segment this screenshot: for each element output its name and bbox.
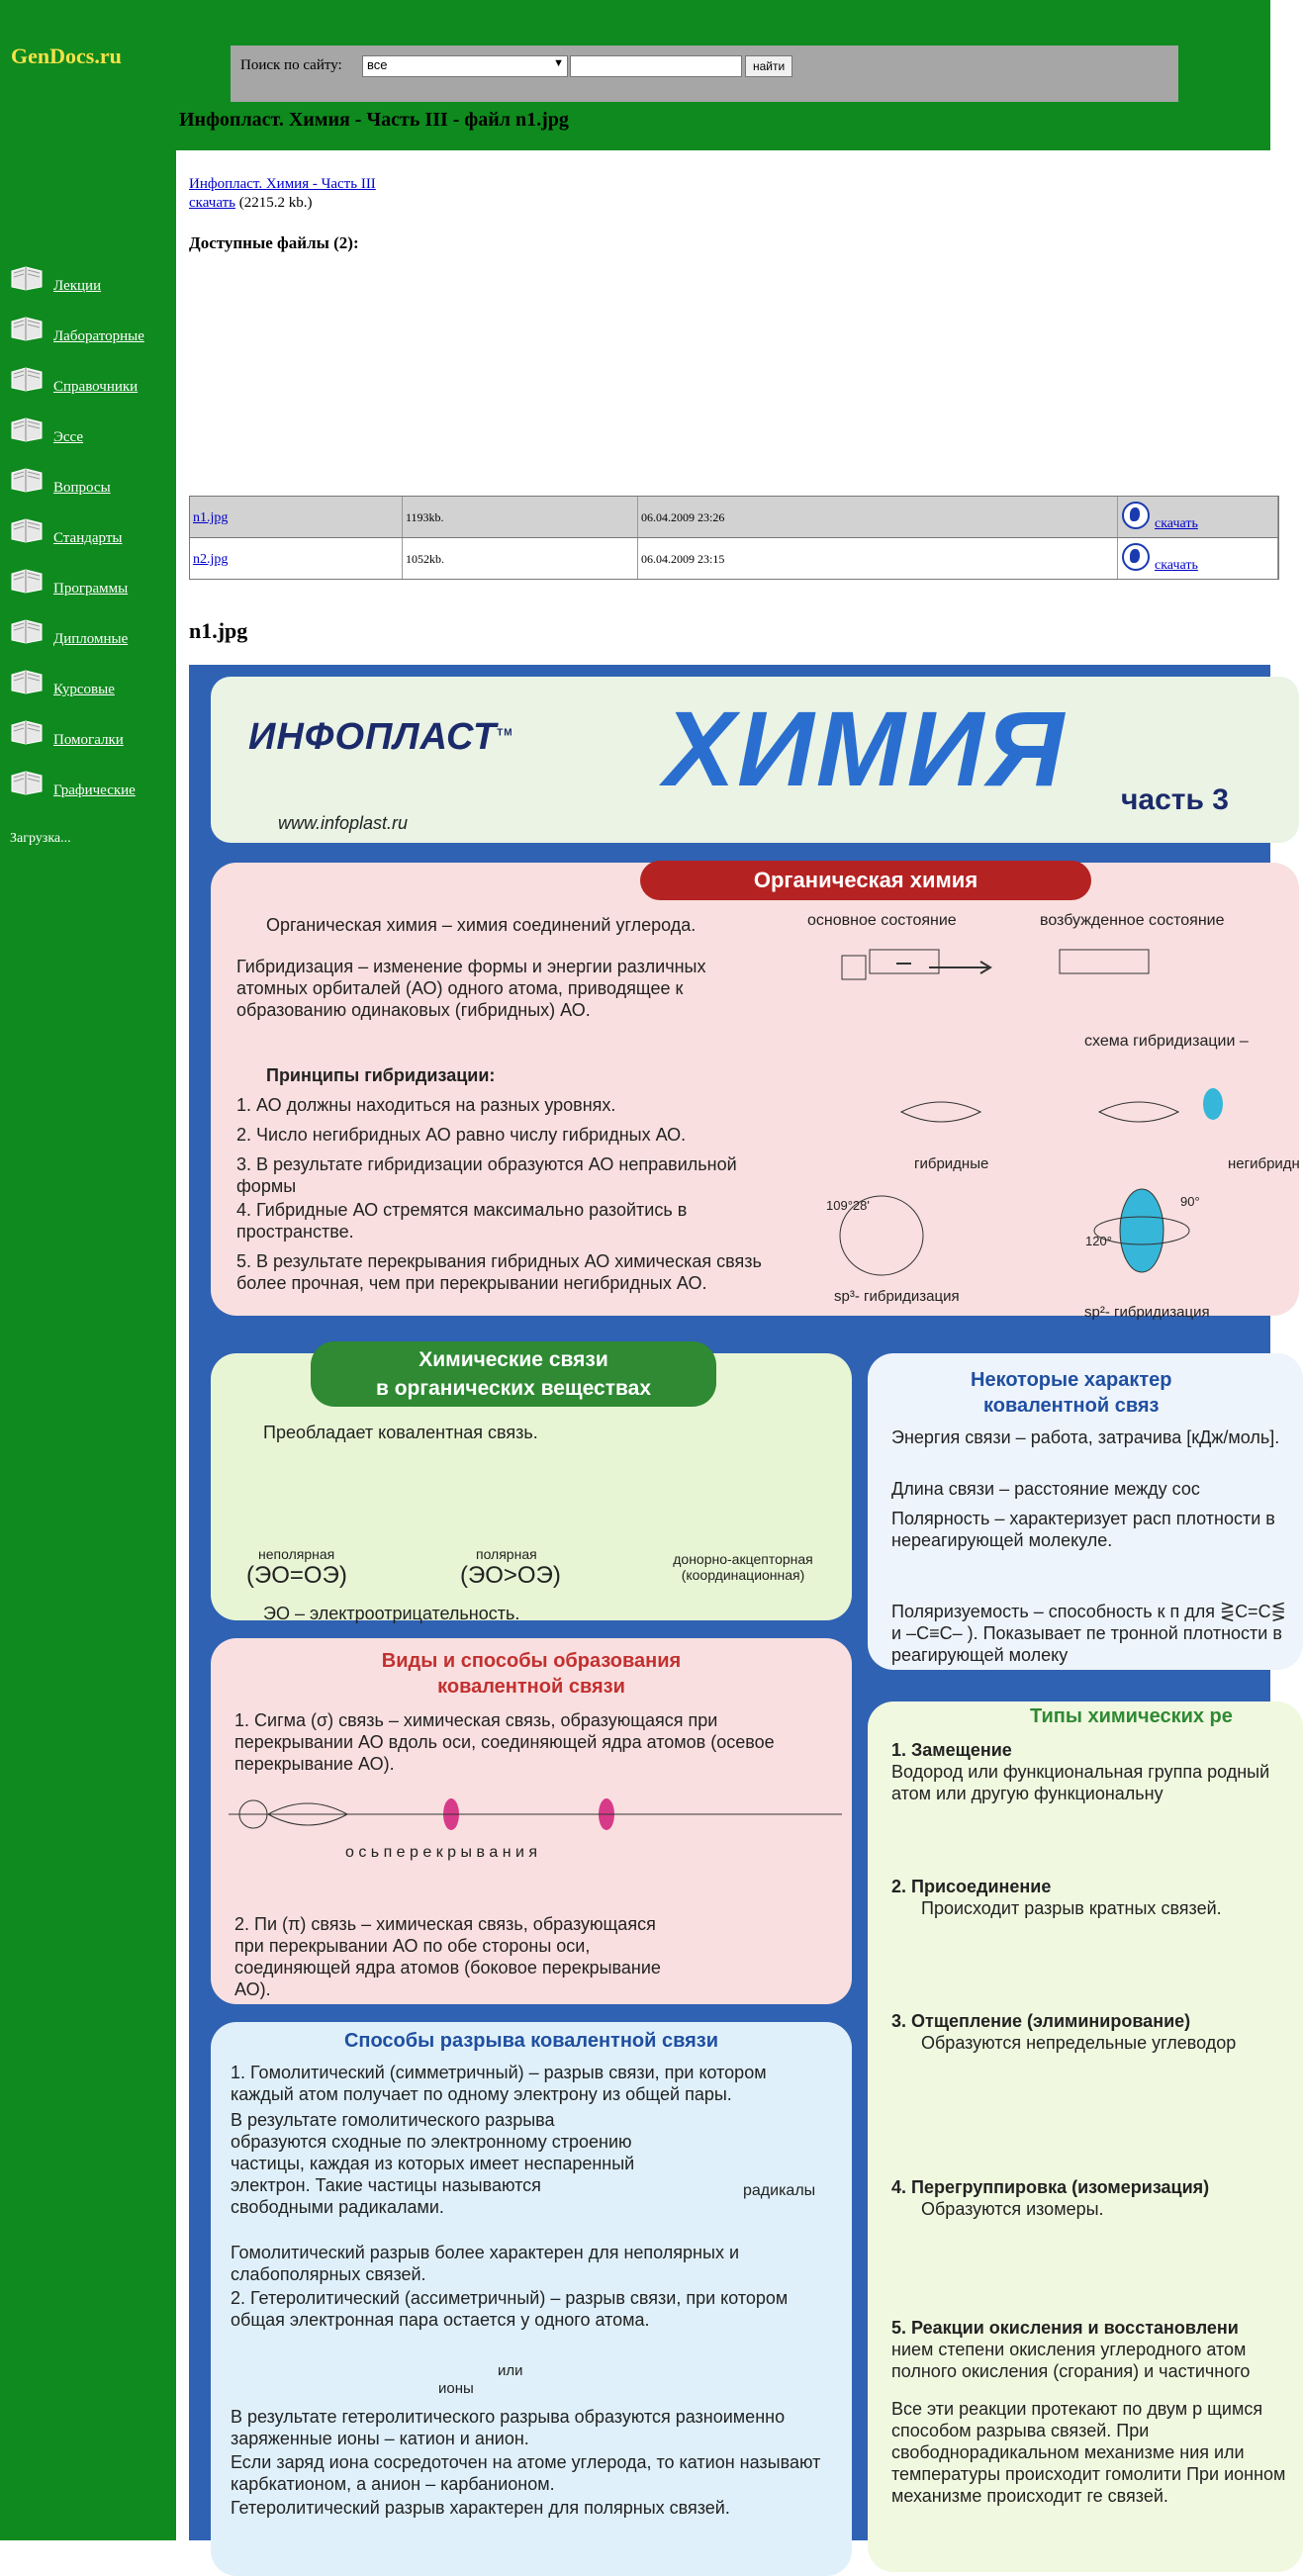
file-download-link[interactable]: скачать <box>1155 558 1198 573</box>
sidebar-item-label: Справочники <box>53 379 139 395</box>
poster-url: www.infoplast.ru <box>278 813 409 833</box>
chevron-down-icon: ▼ <box>553 57 564 69</box>
sidebar-item-standards[interactable] <box>10 513 178 553</box>
or-label: или <box>498 2362 523 2379</box>
char-polarizability: Поляризуемость – способность к п для ⋛C=C⋚ и –C≡C– ). Показывает пе тронной плотности в реагирующей молеку <box>891 1602 1286 1665</box>
organic-heading: Органическая химия <box>640 861 1091 900</box>
sidebar-item-label: Вопросы <box>53 480 111 496</box>
book-icon <box>10 513 44 543</box>
download-link[interactable]: скачать <box>189 195 235 211</box>
sigma-text: 1. Сигма (σ) связь – химическая связь, образующаяся при перекрывании АО вдоль оси, соединяющей ядра атомов (осевое перекрывание АО). <box>234 1710 775 1774</box>
globe-icon[interactable] <box>1122 543 1150 571</box>
cation-note: Если заряд иона сосредоточен на атоме углерода, то катион называют карбкатионом, а анион – карбанионом. <box>231 2452 821 2494</box>
book-icon <box>10 665 44 694</box>
principle-1: 1. АО должны находиться на разных уровнях. <box>236 1095 616 1115</box>
search-input[interactable] <box>570 55 742 77</box>
sigma-overlap-diagram <box>229 1793 842 1842</box>
homolytic-note: Гомолитический разрыв более характерен для неполярных и слабополярных связей. <box>231 2243 739 2284</box>
sidebar-item-cheatsheets[interactable] <box>10 715 178 755</box>
eo-note: ЭО – электроотрицательность. <box>263 1604 520 1623</box>
page-title: Инфопласт. Химия - Часть III - файл n1.jpg <box>179 109 569 131</box>
bonds-dominant: Преобладает ковалентная связь. <box>263 1423 538 1442</box>
radicals-label: радикалы <box>743 2182 816 2199</box>
angle-sp3: 109°28' <box>826 1198 870 1213</box>
heterolytic-result: В результате гетеролитического разрыва образуются разноименно заряженные ионы – катион и анион. <box>231 2407 786 2448</box>
book-icon <box>10 614 44 644</box>
homolytic-result: В результате гомолитического разрыва образуются сходные по электронному строению частицы, каждая из которых имеет неспаренный электрон. Такие частицы называются свободными радикалами. <box>231 2110 635 2217</box>
pi-text: 2. Пи (π) связь – химическая связь, образующаяся при перекрывании АО по обе стороны оси, соединяющей ядра атомов (боковое перекрывание АО). <box>234 1914 661 1999</box>
nonpolar-label: неполярная <box>258 1546 335 1562</box>
homolytic-text: 1. Гомолитический (симметричный) – разрыв связи, при котором каждый атом получает по одному электрону из общей пары. <box>231 2063 767 2104</box>
image-title: n1.jpg <box>189 618 248 643</box>
file-cell-date: 06.04.2009 23:26 <box>638 497 1118 537</box>
reaction-5-title: 5. Реакции окисления и восстановлени <box>891 2318 1239 2338</box>
book-icon <box>10 362 44 392</box>
angle-sp2: 120° <box>1085 1234 1112 1248</box>
book-icon <box>10 413 44 442</box>
sidebar-item-reference[interactable] <box>10 362 178 402</box>
nonpolar-eq: (ЭО=ОЭ) <box>246 1562 347 1589</box>
reaction-4-text: Образуются изомеры. <box>921 2199 1104 2219</box>
poster-image <box>189 665 1300 2540</box>
book-icon <box>10 463 44 493</box>
book-icon <box>10 766 44 795</box>
file-cell-name <box>190 497 403 537</box>
table-row <box>190 497 1278 538</box>
heterolytic-note: Гетеролитический разрыв характерен для полярных связей. <box>231 2498 730 2518</box>
loading-text: Загрузка... <box>10 831 71 846</box>
sidebar-item-label: Эссе <box>53 429 84 445</box>
file-link[interactable]: n2.jpg <box>193 552 229 567</box>
ions-label: ионы <box>438 2380 474 2397</box>
reaction-3-title: 3. Отщепление (элиминирование) <box>891 2011 1191 2031</box>
archive-size: (2215.2 kb.) <box>238 195 313 211</box>
files-table <box>189 496 1279 580</box>
book-icon <box>10 261 44 291</box>
sidebar-item-label: Лекции <box>53 278 102 294</box>
scheme-label: схема гибридизации – <box>1084 1033 1249 1050</box>
sidebar-item-label: Дипломные <box>53 631 129 647</box>
reaction-2-text: Происходит разрыв кратных связей. <box>921 1898 1222 1918</box>
reaction-2-title: 2. Присоединение <box>891 1877 1052 1896</box>
poster-tm: TM <box>497 727 513 739</box>
hybrid-label: гибридные <box>914 1155 989 1172</box>
ground-state: основное состояние <box>807 912 957 929</box>
reaction-4-title: 4. Перегруппировка (изомеризация) <box>891 2177 1210 2197</box>
file-cell-action <box>1118 497 1278 537</box>
sidebar-item-label: Курсовые <box>53 682 115 697</box>
characteristics-heading: Некоторые характер ковалентной связ <box>971 1369 1172 1417</box>
reaction-1-text: Водород или функциональная группа родный атом или другую функциональну <box>891 1762 1270 1803</box>
kinds-heading: Виды и способы образования ковалентной связи <box>381 1650 682 1698</box>
principle-2: 2. Число негибридных АО равно числу гибридных АО. <box>236 1125 687 1145</box>
search-scope-value: все <box>367 57 388 72</box>
organic-hybrid: Гибридизация – изменение формы и энергии различных атомных орбиталей (АО) одного атома, приводящее к образованию одинаковых (гибридных) АО. <box>236 957 706 1020</box>
sidebar-item-label: Стандарты <box>53 530 123 546</box>
file-cell-size: 1193kb. <box>403 497 638 537</box>
search-button[interactable]: найти <box>745 55 792 77</box>
book-icon <box>10 564 44 594</box>
file-download-link[interactable]: скачать <box>1155 516 1198 531</box>
reaction-5-text: нием степени окисления углеродного атом полного окисления (сгорания) и частичного <box>891 2340 1251 2381</box>
file-link[interactable]: n1.jpg <box>193 510 229 525</box>
reaction-1-title: 1. Замещение <box>891 1740 1012 1760</box>
sp3-label: sp³- гибридизация <box>834 1288 960 1305</box>
axis-label: о с ь п е р е к р ы в а н и я <box>345 1844 538 1861</box>
file-cell-date: 06.04.2009 23:15 <box>638 538 1118 579</box>
sidebar-item-essays[interactable] <box>10 413 178 452</box>
reaction-3-text: Образуются непредельные углеводор <box>921 2033 1237 2053</box>
reactions-footer: Все эти реакции протекают по двум р щимся способом разрыва связей. При свободнорадикальном механизме ния или температуры происходит гомолити При ионном механизме происходит ге связей. <box>891 2399 1286 2506</box>
sidebar-item-programs[interactable] <box>10 564 178 603</box>
sidebar-item-questions[interactable] <box>10 463 178 503</box>
book-icon <box>10 312 44 341</box>
sidebar-item-label: Графические <box>53 782 136 798</box>
search-scope-select[interactable] <box>362 55 568 77</box>
angle-90: 90° <box>1180 1194 1200 1209</box>
sidebar-item-coursework[interactable] <box>10 665 178 704</box>
reactions-heading: Типы химических ре <box>1030 1705 1233 1727</box>
sidebar-item-lectures[interactable] <box>10 261 178 301</box>
globe-icon[interactable] <box>1122 502 1150 529</box>
sp2-label: sp²- гибридизация <box>1084 1304 1210 1321</box>
poster-title: ХИМИЯ <box>664 689 1067 808</box>
excited-state: возбужденное состояние <box>1040 912 1225 929</box>
principle-3: 3. В результате гибридизации образуются АО неправильной формы <box>236 1154 737 1196</box>
poster-part: часть 3 <box>1121 783 1229 816</box>
sidebar-item-label: Лабораторные <box>53 328 144 344</box>
breaking-heading: Способы разрыва ковалентной связи <box>343 2030 719 2052</box>
organic-intro: Органическая химия – химия соединений углерода. <box>266 915 697 935</box>
sidebar-item-label: Помогалки <box>53 732 124 748</box>
site-logo[interactable]: GenDocs.ru <box>11 44 122 68</box>
principle-5: 5. В результате перекрывания гибридных АО химическая связь более прочная, чем при перекрывании негибридных АО. <box>236 1251 762 1293</box>
polar-eq: (ЭО>ОЭ) <box>460 1562 561 1589</box>
book-icon <box>10 715 44 745</box>
download-line <box>189 195 313 212</box>
file-cell-action <box>1118 538 1278 579</box>
polar-label: полярная <box>476 1546 537 1562</box>
table-row <box>190 538 1278 579</box>
principle-4: 4. Гибридные АО стремятся максимально разойтись в пространстве. <box>236 1200 688 1242</box>
char-length: Длина связи – расстояние между сос <box>891 1479 1200 1499</box>
sidebar <box>0 150 176 2540</box>
file-cell-size: 1052kb. <box>403 538 638 579</box>
available-files-heading: Доступные файлы (2): <box>189 233 359 252</box>
poster-brand: ИНФОПЛАСТ™ <box>248 716 513 758</box>
sidebar-item-label: Программы <box>53 581 129 597</box>
sidebar-item-diplomas[interactable] <box>10 614 178 654</box>
orbital-diagram <box>802 934 1270 1320</box>
sidebar-item-graphics[interactable] <box>10 766 178 805</box>
donor-label: донорно-акцепторная (координационная) <box>673 1551 813 1583</box>
nonhybrid-label: негибридн <box>1228 1155 1300 1172</box>
sidebar-item-labs[interactable] <box>10 312 178 351</box>
char-polarity: Полярность – характеризует расп плотности в нереагирующей молекуле. <box>891 1509 1275 1550</box>
principles-title: Принципы гибридизации: <box>266 1065 496 1085</box>
char-energy: Энергия связи – работа, затрачива [кДж/моль]. <box>891 1427 1280 1447</box>
file-cell-name <box>190 538 403 579</box>
archive-link[interactable]: Инфопласт. Химия - Часть III <box>189 176 376 192</box>
heterolytic-text: 2. Гетеролитический (ассиметричный) – разрыв связи, при котором общая электронная пара остается у одного атома. <box>231 2288 789 2330</box>
search-label: Поиск по сайту: <box>240 57 342 73</box>
bonds-heading: Химические связи в органических веществах <box>311 1341 716 1407</box>
header-bar <box>0 0 1270 150</box>
